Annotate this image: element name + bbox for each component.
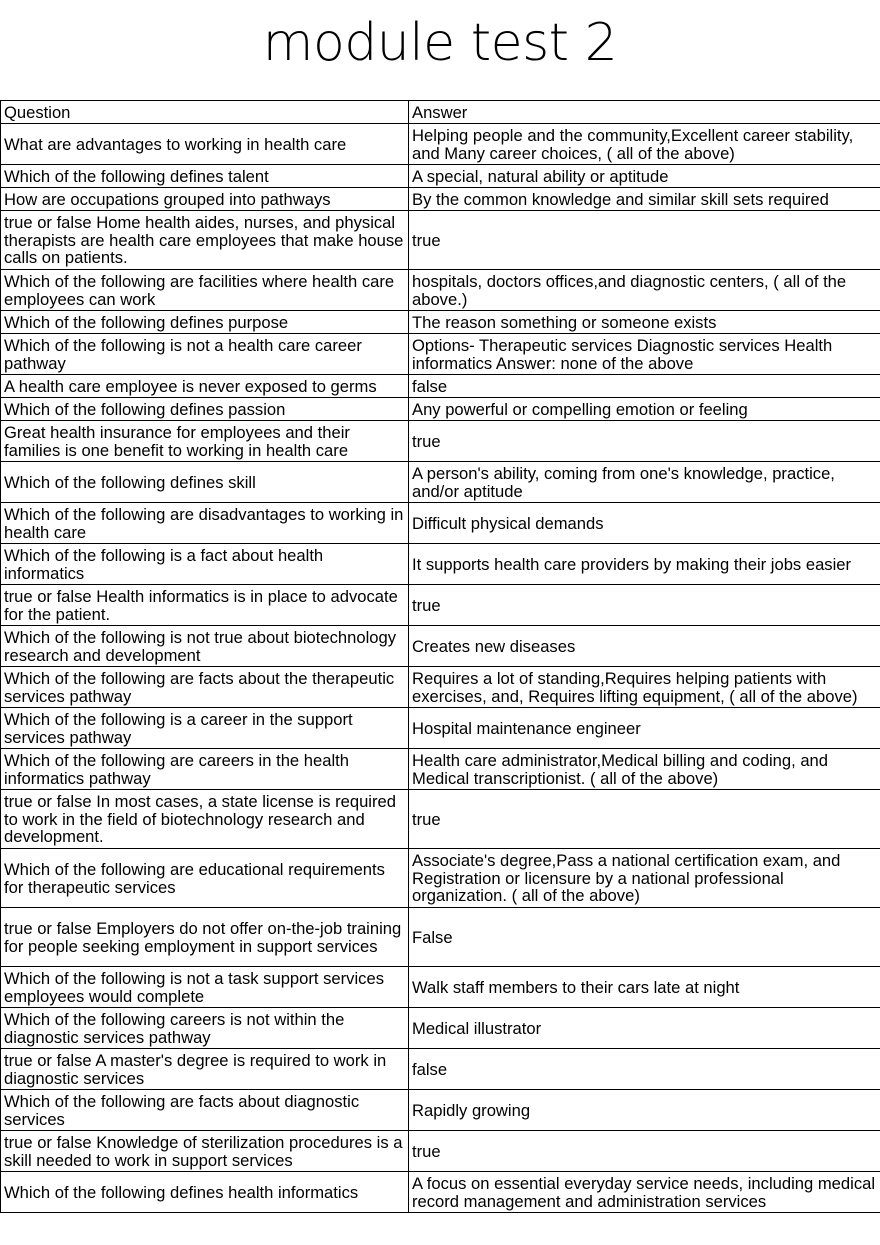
answer-cell: Any powerful or compelling emotion or feeling [409, 398, 880, 421]
question-cell: Great health insurance for employees and their families is one benefit to working in health care [1, 421, 409, 462]
question-cell: true or false A master's degree is required to work in diagnostic services [1, 1049, 409, 1090]
table-row [1, 398, 880, 421]
answer-cell: Options- Therapeutic services Diagnostic services Health informatics Answer: none of the above [409, 334, 880, 375]
question-cell: Which of the following are careers in the health informatics pathway [1, 749, 409, 790]
question-cell: Which of the following defines passion [1, 398, 409, 421]
question-cell: Which of the following is not a health care career pathway [1, 334, 409, 375]
question-cell: true or false Employers do not offer on-the-job training for people seeking employment in support services [1, 908, 409, 967]
question-cell: true or false Health informatics is in place to advocate for the patient. [1, 585, 409, 626]
question-cell: Which of the following defines skill [1, 462, 409, 503]
answer-cell: hospitals, doctors offices,and diagnostic centers, ( all of the above.) [409, 270, 880, 311]
question-cell: Which of the following are disadvantages to working in health care [1, 503, 409, 544]
table-row [1, 503, 880, 544]
question-cell: Which of the following are facilities where health care employees can work [1, 270, 409, 311]
answer-cell: Helping people and the community,Excellent career stability, and Many career choices, ( all of the above) [409, 124, 880, 165]
table-row [1, 967, 880, 1008]
header-row [1, 101, 880, 124]
table-row [1, 421, 880, 462]
page-title: module test 2 [262, 13, 618, 73]
table-row [1, 311, 880, 334]
answer-cell: Rapidly growing [409, 1090, 880, 1131]
answer-cell: Creates new diseases [409, 626, 880, 667]
table-row [1, 667, 880, 708]
answer-cell: Hospital maintenance engineer [409, 708, 880, 749]
table-row [1, 1008, 880, 1049]
table-row [1, 334, 880, 375]
question-cell: Which of the following is a career in the support services pathway [1, 708, 409, 749]
question-cell: Which of the following is a fact about health informatics [1, 544, 409, 585]
question-cell: Which of the following defines purpose [1, 311, 409, 334]
answer-cell: A person's ability, coming from one's knowledge, practice, and/or aptitude [409, 462, 880, 503]
answer-cell: The reason something or someone exists [409, 311, 880, 334]
answer-cell: false [409, 375, 880, 398]
table-row [1, 1172, 880, 1213]
table-row [1, 790, 880, 849]
table-row [1, 188, 880, 211]
table-row [1, 1049, 880, 1090]
column-header-answer: Answer [409, 101, 880, 124]
answer-cell: true [409, 585, 880, 626]
answer-cell: Walk staff members to their cars late at night [409, 967, 880, 1008]
answer-cell: true [409, 211, 880, 270]
table-row [1, 626, 880, 667]
question-cell: Which of the following is not a task support services employees would complete [1, 967, 409, 1008]
answer-cell: It supports health care providers by making their jobs easier [409, 544, 880, 585]
table-row [1, 1090, 880, 1131]
answer-cell: Medical illustrator [409, 1008, 880, 1049]
answer-cell: A special, natural ability or aptitude [409, 165, 880, 188]
question-cell: Which of the following careers is not within the diagnostic services pathway [1, 1008, 409, 1049]
question-cell: What are advantages to working in health care [1, 124, 409, 165]
answer-cell: true [409, 1131, 880, 1172]
question-cell: Which of the following is not true about biotechnology research and development [1, 626, 409, 667]
answer-cell: False [409, 908, 880, 967]
table-row [1, 849, 880, 908]
table-row [1, 462, 880, 503]
answer-cell: false [409, 1049, 880, 1090]
question-cell: true or false In most cases, a state license is required to work in the field of biotechnology research and development. [1, 790, 409, 849]
answer-cell: true [409, 790, 880, 849]
table-row [1, 165, 880, 188]
question-cell: true or false Home health aides, nurses, and physical therapists are health care employees that make house calls on patients. [1, 211, 409, 270]
question-cell: Which of the following are facts about the therapeutic services pathway [1, 667, 409, 708]
table-row [1, 544, 880, 585]
question-cell: Which of the following are educational requirements for therapeutic services [1, 849, 409, 908]
column-header-question: Question [1, 101, 409, 124]
table-row [1, 749, 880, 790]
answer-cell: true [409, 421, 880, 462]
table-row [1, 375, 880, 398]
table-row [1, 908, 880, 967]
question-cell: Which of the following are facts about diagnostic services [1, 1090, 409, 1131]
table-row [1, 585, 880, 626]
table-row [1, 270, 880, 311]
answer-cell: A focus on essential everyday service needs, including medical record management and administration services [409, 1172, 880, 1213]
question-cell: How are occupations grouped into pathways [1, 188, 409, 211]
question-cell: Which of the following defines health informatics [1, 1172, 409, 1213]
question-cell: A health care employee is never exposed to germs [1, 375, 409, 398]
answer-cell: Associate's degree,Pass a national certification exam, and Registration or licensure by a national professional organization. ( all of the above) [409, 849, 880, 908]
question-cell: true or false Knowledge of sterilization procedures is a skill needed to work in support services [1, 1131, 409, 1172]
answer-cell: Difficult physical demands [409, 503, 880, 544]
question-cell: Which of the following defines talent [1, 165, 409, 188]
table-row [1, 124, 880, 165]
qa-table [0, 100, 880, 1213]
answer-cell: Requires a lot of standing,Requires helping patients with exercises, and, Requires lifting equipment, ( all of the above) [409, 667, 880, 708]
table-row [1, 708, 880, 749]
table-row [1, 1131, 880, 1172]
answer-cell: Health care administrator,Medical billing and coding, and Medical transcriptionist. ( all of the above) [409, 749, 880, 790]
table-row [1, 211, 880, 270]
answer-cell: By the common knowledge and similar skill sets required [409, 188, 880, 211]
